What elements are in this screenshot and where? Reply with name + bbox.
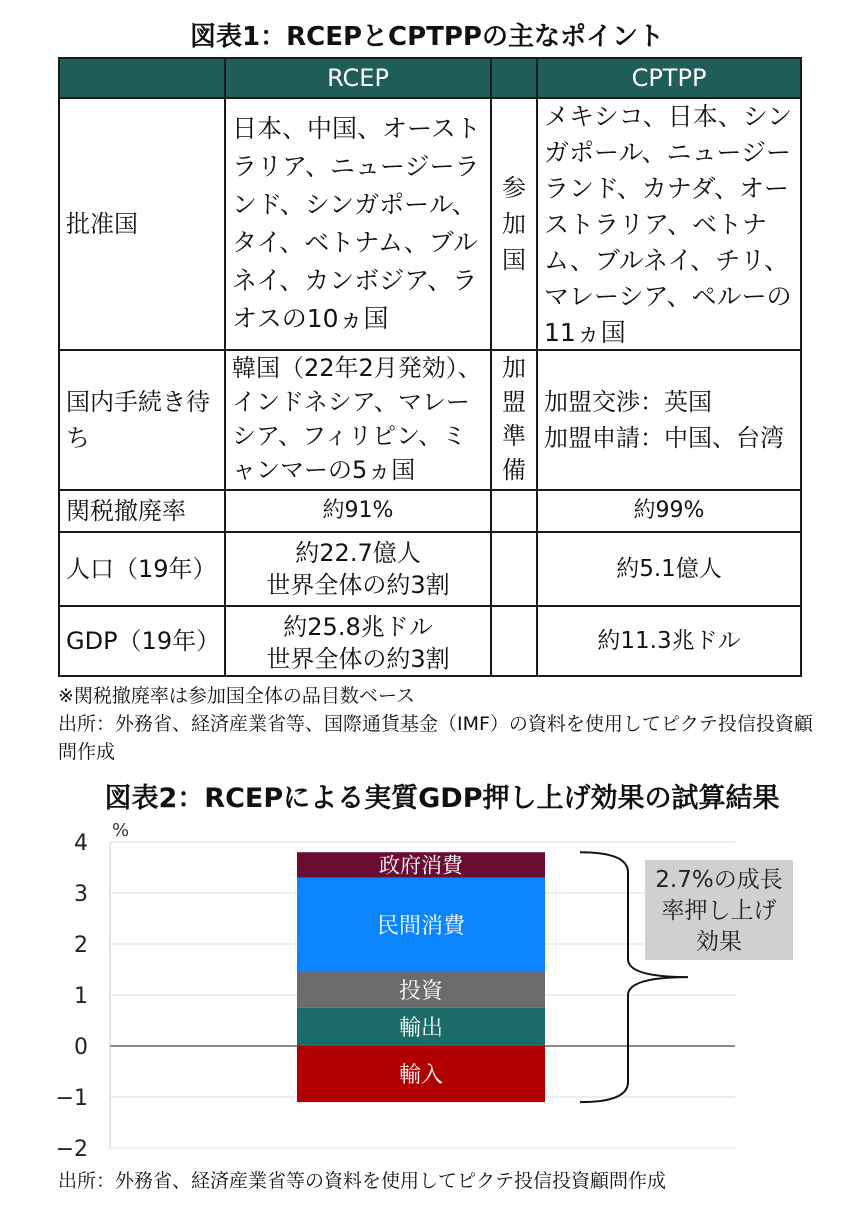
cptpp-cell: 約5.1億人 [537, 532, 801, 606]
rcep-cell [225, 606, 491, 676]
mid-cell-text: 加盟準備 [502, 354, 526, 484]
y-tick-label: 1 [74, 984, 88, 1009]
chart-source: 出所：外務省、経済産業省等の資料を使用してピクテ投信投資顧問作成 [58, 1170, 667, 1192]
chart-title: 図表2：RCEPによる実質GDP押し上げ効果の試算結果 [104, 783, 780, 814]
annotation-line: 効果 [696, 929, 742, 955]
cptpp-cell [537, 350, 801, 490]
table-header-row [59, 58, 801, 98]
comparison-table [58, 57, 802, 677]
rcep-cell-line1: 約25.8兆ドル [283, 613, 433, 641]
y-tick-label: 2 [74, 933, 88, 958]
header-rcep: RCEP [225, 58, 491, 98]
rcep-cell-line2: 世界全体の約3割 [266, 571, 450, 599]
y-axis [56, 831, 88, 1162]
annotation-line: 率押し上げ [661, 898, 777, 924]
bar-label: 政府消費 [379, 853, 463, 878]
mid-cell: 参加国 [491, 98, 537, 350]
y-tick-label: −1 [55, 1086, 88, 1111]
y-tick-label: 0 [74, 1035, 88, 1060]
header-blank [59, 58, 225, 98]
cptpp-cell [537, 98, 801, 350]
rcep-cell-text: 韓国（22年2月発効）、インドネシア、マレーシア、フィリピン、ミャンマーの5ヵ国 [232, 354, 482, 484]
y-tick-label: 3 [74, 882, 88, 907]
cptpp-cell-line1: 加盟交渉：英国 [544, 388, 712, 416]
note-tariff: ※関税撤廃率は参加国全体の品目数ベース [58, 685, 415, 707]
mid-cell [491, 350, 537, 490]
cptpp-cell-text: メキシコ、日本、シンガポール、ニュージーランド、カナダ、オーストラリア、ベトナム、ブルネイ、チリ、マレーシア、ペルーの11ヵ国 [544, 102, 793, 347]
cptpp-cell: 約99% [537, 490, 801, 532]
cptpp-cell-line2: 加盟申請：中国、台湾 [544, 424, 784, 452]
table-row [59, 606, 801, 676]
row-label: 関税撤廃率 [59, 490, 225, 532]
stacked-bar [297, 852, 545, 1102]
rcep-cell-line1: 約22.7億人 [295, 539, 421, 567]
gdp-effect-chart [0, 820, 854, 1165]
rcep-cell [225, 350, 491, 490]
y-tick-label: 4 [74, 831, 88, 856]
note-source: 出所：外務省、経済産業省等、国際通貨基金（IMF）の資料を使用してピクテ投信投資顧問作成 [58, 713, 813, 763]
row-label: GDP（19年） [59, 606, 225, 676]
cptpp-cell: 約11.3兆ドル [537, 606, 801, 676]
table-row [59, 350, 801, 490]
bar-label: 民間消費 [376, 913, 466, 939]
annotation-line: 2.7%の成長 [655, 867, 783, 893]
table-row [59, 490, 801, 532]
row-label: 批准国 [59, 98, 225, 350]
bar-label: 輸入 [398, 1062, 444, 1088]
mid-cell [491, 606, 537, 676]
table-title: 図表1：RCEPとCPTPPの主なポイント [190, 22, 664, 52]
mid-cell [491, 532, 537, 606]
mid-cell [491, 490, 537, 532]
row-label: 人口（19年） [59, 532, 225, 606]
rcep-cell-line2: 世界全体の約3割 [266, 645, 450, 673]
bar-label: 投資 [398, 978, 444, 1004]
rcep-cell: 約91% [225, 490, 491, 532]
header-mid-blank [491, 58, 537, 98]
row-label: 国内手続き待ち [59, 350, 225, 490]
table-notes [58, 682, 818, 766]
rcep-cell: 日本、中国、オーストラリア、ニュージーランド、シンガポール、タイ、ベトナム、ブルネイ、カンボジア、ラオスの10ヵ国 [225, 98, 491, 350]
y-tick-label: −2 [55, 1137, 88, 1162]
table-row [59, 532, 801, 606]
table-row [59, 98, 801, 350]
header-cptpp: CPTPP [537, 58, 801, 98]
y-unit-label: % [112, 820, 130, 841]
rcep-cell [225, 532, 491, 606]
bar-label: 輸出 [398, 1015, 444, 1041]
